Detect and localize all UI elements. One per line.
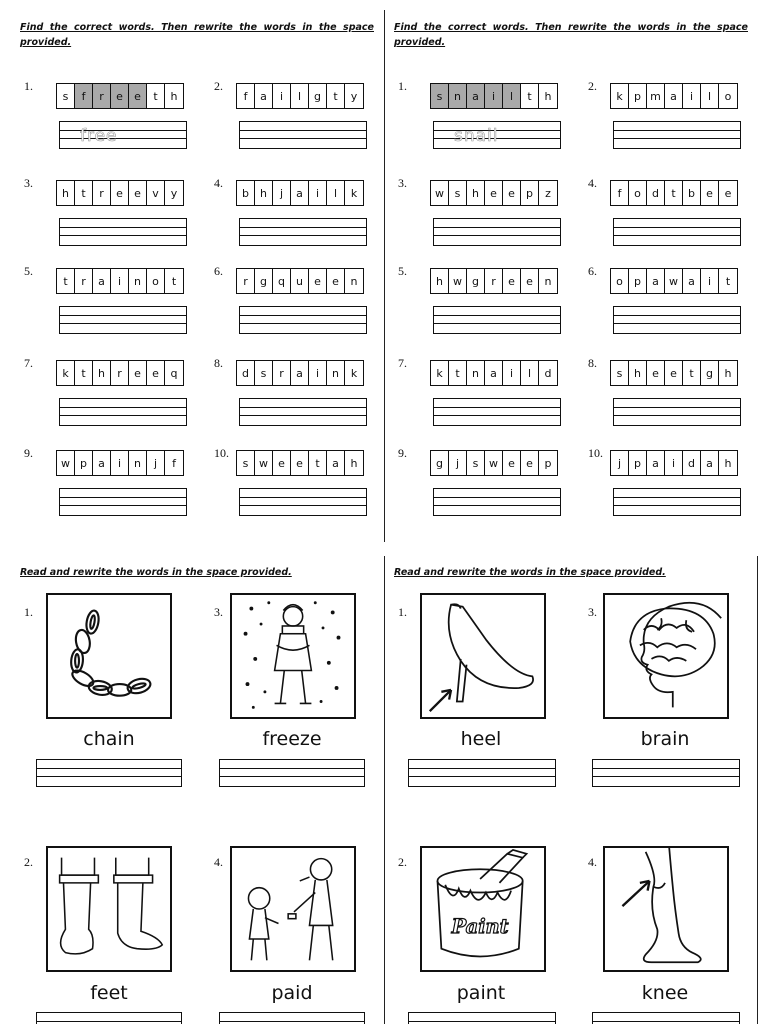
letter-cell[interactable]: a — [701, 451, 719, 475]
letter-cell[interactable]: e — [309, 269, 327, 293]
letter-cell[interactable]: a — [665, 84, 683, 108]
letter-strip — [236, 360, 364, 386]
letter-cell[interactable]: r — [93, 84, 111, 108]
letter-cell[interactable]: e — [485, 181, 503, 205]
letter-cell[interactable]: i — [273, 84, 291, 108]
letter-cell[interactable]: y — [170, 186, 178, 200]
letter-cell[interactable]: r — [75, 269, 93, 293]
letter-cell[interactable]: t — [449, 361, 467, 385]
letter-strip — [56, 450, 184, 476]
paying-people-icon — [230, 846, 356, 972]
letter-cell[interactable]: l — [327, 181, 345, 205]
word-label: freeze — [262, 728, 322, 750]
letter-strip — [236, 450, 364, 476]
chain-icon — [46, 593, 172, 719]
item-number: 3. — [214, 605, 223, 619]
letter-cell[interactable]: k — [611, 84, 629, 108]
letter-cell[interactable]: d — [237, 361, 255, 385]
letter-cell[interactable]: n — [467, 361, 485, 385]
letter-cell[interactable]: o — [147, 269, 165, 293]
letter-cell[interactable]: e — [129, 181, 147, 205]
letter-cell[interactable]: e — [503, 451, 521, 475]
letter-strip — [610, 268, 738, 294]
item-number: 1. — [24, 605, 33, 619]
letter-cell[interactable]: i — [111, 451, 129, 475]
item-number: 6. — [588, 264, 597, 278]
leg-knee-icon — [603, 846, 729, 972]
letter-cell[interactable]: k — [350, 186, 358, 200]
letter-cell[interactable]: t — [75, 181, 93, 205]
letter-cell[interactable]: a — [485, 361, 503, 385]
bottom-center-divider — [384, 556, 385, 1024]
letter-cell[interactable]: a — [255, 84, 273, 108]
letter-cell[interactable]: e — [129, 361, 147, 385]
letter-cell[interactable]: r — [273, 361, 291, 385]
word-label: knee — [641, 982, 689, 1004]
letter-cell[interactable]: e — [291, 451, 309, 475]
paint-label: Paint — [451, 915, 509, 939]
item-number: 3. — [398, 176, 407, 190]
letter-cell[interactable]: s — [431, 84, 449, 108]
letter-cell[interactable]: n — [350, 274, 358, 288]
letter-cell[interactable]: q — [273, 269, 291, 293]
writing-lines[interactable] — [239, 218, 367, 246]
writing-lines[interactable] — [59, 218, 187, 246]
letter-cell[interactable]: l — [701, 84, 719, 108]
letter-cell[interactable]: p — [521, 181, 539, 205]
writing-lines[interactable] — [613, 218, 741, 246]
letter-cell[interactable]: y — [350, 89, 358, 103]
letter-cell[interactable]: n — [327, 361, 345, 385]
writing-lines[interactable] — [408, 759, 556, 787]
item-number: 8. — [214, 356, 223, 370]
letter-cell[interactable]: e — [129, 84, 147, 108]
item-number: 2. — [24, 855, 33, 869]
item-number: 6. — [214, 264, 223, 278]
letter-strip — [610, 450, 738, 476]
letter-cell[interactable]: e — [665, 361, 683, 385]
writing-lines[interactable] — [592, 1012, 740, 1024]
letter-cell[interactable]: g — [431, 451, 449, 475]
item-number: 2. — [398, 855, 407, 869]
item-number: 10. — [214, 446, 229, 460]
letter-cell[interactable]: h — [431, 269, 449, 293]
letter-cell[interactable]: e — [327, 269, 345, 293]
letter-cell[interactable]: h — [350, 456, 358, 470]
letter-strip — [56, 83, 184, 109]
letter-cell[interactable]: b — [683, 181, 701, 205]
item-number: 2. — [214, 79, 223, 93]
letter-cell[interactable]: r — [485, 269, 503, 293]
letter-cell[interactable]: e — [503, 181, 521, 205]
letter-cell[interactable]: a — [291, 361, 309, 385]
writing-lines[interactable] — [613, 306, 741, 334]
letter-cell[interactable]: m — [647, 84, 665, 108]
item-number: 4. — [214, 176, 223, 190]
letter-strip — [610, 360, 738, 386]
writing-lines[interactable] — [239, 121, 367, 149]
letter-cell[interactable]: h — [724, 366, 732, 380]
letter-cell[interactable]: t — [327, 84, 345, 108]
word-label: chain — [83, 728, 135, 750]
letter-cell[interactable]: j — [449, 451, 467, 475]
letter-cell[interactable]: d — [683, 451, 701, 475]
writing-lines[interactable] — [592, 759, 740, 787]
feet-icon — [46, 846, 172, 972]
item-number: 8. — [588, 356, 597, 370]
letter-cell[interactable]: a — [291, 181, 309, 205]
letter-cell[interactable]: n — [449, 84, 467, 108]
letter-strip — [236, 268, 364, 294]
writing-lines[interactable] — [219, 759, 365, 787]
letter-cell[interactable]: t — [171, 274, 177, 288]
writing-lines[interactable] — [239, 398, 367, 426]
letter-cell[interactable]: i — [309, 181, 327, 205]
worksheet-title: Read and rewrite the words in the space provided. — [20, 567, 292, 578]
letter-cell[interactable]: w — [255, 451, 273, 475]
letter-cell[interactable]: s — [449, 181, 467, 205]
item-number: 2. — [588, 79, 597, 93]
item-number: 5. — [398, 264, 407, 278]
letter-cell[interactable]: e — [647, 361, 665, 385]
letter-cell[interactable]: r — [93, 181, 111, 205]
letter-cell[interactable]: s — [611, 361, 629, 385]
letter-cell[interactable]: h — [170, 89, 178, 103]
item-number: 7. — [398, 356, 407, 370]
letter-cell[interactable]: i — [485, 84, 503, 108]
letter-cell[interactable]: f — [172, 456, 176, 470]
letter-cell[interactable]: i — [701, 269, 719, 293]
letter-cell[interactable]: r — [237, 269, 255, 293]
letter-strip — [56, 360, 184, 386]
letter-strip — [430, 360, 558, 386]
letter-cell[interactable]: i — [683, 84, 701, 108]
worksheet-title: Find the correct words. Then rewrite the words in the space provided. — [394, 22, 748, 48]
letter-cell[interactable]: p — [629, 269, 647, 293]
item-number: 9. — [398, 446, 407, 460]
top-center-divider — [384, 10, 385, 542]
letter-cell[interactable]: j — [273, 181, 291, 205]
letter-cell[interactable]: l — [521, 361, 539, 385]
letter-cell[interactable]: a — [467, 84, 485, 108]
letter-cell[interactable]: a — [683, 269, 701, 293]
letter-cell[interactable]: i — [309, 361, 327, 385]
letter-cell[interactable]: t — [725, 274, 731, 288]
writing-lines[interactable] — [613, 121, 741, 149]
letter-cell[interactable]: t — [75, 361, 93, 385]
letter-cell[interactable]: g — [309, 84, 327, 108]
word-label: heel — [460, 728, 502, 750]
writing-lines[interactable] — [433, 121, 561, 149]
letter-cell[interactable]: e — [521, 269, 539, 293]
word-label: paid — [271, 982, 313, 1004]
letter-strip — [430, 268, 558, 294]
letter-cell[interactable]: q — [170, 366, 178, 380]
letter-cell[interactable]: o — [724, 89, 732, 103]
letter-strip — [610, 83, 738, 109]
item-number: 1. — [398, 79, 407, 93]
letter-cell[interactable]: h — [57, 181, 75, 205]
brain-icon — [603, 593, 729, 719]
letter-cell[interactable]: e — [147, 361, 165, 385]
writing-lines[interactable] — [433, 218, 561, 246]
letter-cell[interactable]: g — [467, 269, 485, 293]
traced-example-word: snail — [454, 126, 499, 146]
letter-cell[interactable]: e — [701, 181, 719, 205]
letter-cell[interactable]: f — [237, 84, 255, 108]
letter-cell[interactable]: w — [449, 269, 467, 293]
writing-lines[interactable] — [433, 398, 561, 426]
letter-strip — [56, 180, 184, 206]
writing-lines[interactable] — [613, 488, 741, 516]
letter-cell[interactable]: z — [545, 186, 551, 200]
letter-cell[interactable]: w — [485, 451, 503, 475]
letter-cell[interactable]: s — [255, 361, 273, 385]
letter-cell[interactable]: e — [503, 269, 521, 293]
letter-cell[interactable]: e — [111, 181, 129, 205]
letter-cell[interactable]: w — [57, 451, 75, 475]
letter-cell[interactable]: j — [611, 451, 629, 475]
item-number: 7. — [24, 356, 33, 370]
letter-cell[interactable]: k — [350, 366, 358, 380]
letter-cell[interactable]: d — [647, 181, 665, 205]
item-number: 10. — [588, 446, 603, 460]
letter-cell[interactable]: o — [629, 181, 647, 205]
item-number: 4. — [588, 176, 597, 190]
letter-cell[interactable]: i — [111, 269, 129, 293]
letter-cell[interactable]: e — [521, 451, 539, 475]
letter-cell[interactable]: a — [327, 451, 345, 475]
word-label: feet — [90, 982, 128, 1004]
letter-cell[interactable]: e — [724, 186, 732, 200]
letter-cell[interactable]: n — [544, 274, 552, 288]
writing-lines[interactable] — [36, 759, 182, 787]
letter-cell[interactable]: s — [237, 451, 255, 475]
worksheet-title: Read and rewrite the words in the space provided. — [394, 567, 666, 578]
letter-strip — [236, 83, 364, 109]
writing-lines[interactable] — [408, 1012, 556, 1024]
letter-cell[interactable]: a — [647, 451, 665, 475]
letter-cell[interactable]: f — [611, 181, 629, 205]
letter-strip — [56, 268, 184, 294]
item-number: 4. — [214, 855, 223, 869]
letter-cell[interactable]: h — [93, 361, 111, 385]
letter-cell[interactable]: h — [467, 181, 485, 205]
traced-example-word: free — [80, 126, 118, 146]
writing-lines[interactable] — [59, 121, 187, 149]
letter-cell[interactable]: h — [629, 361, 647, 385]
writing-lines[interactable] — [59, 306, 187, 334]
item-number: 9. — [24, 446, 33, 460]
word-label: paint — [456, 982, 506, 1004]
letter-cell[interactable]: u — [291, 269, 309, 293]
writing-lines[interactable] — [219, 1012, 365, 1024]
writing-lines[interactable] — [59, 398, 187, 426]
letter-cell[interactable]: t — [147, 84, 165, 108]
letter-cell[interactable]: s — [57, 84, 75, 108]
writing-lines[interactable] — [239, 306, 367, 334]
letter-strip — [430, 450, 558, 476]
letter-cell[interactable]: g — [255, 269, 273, 293]
item-number: 5. — [24, 264, 33, 278]
letter-cell[interactable]: a — [647, 269, 665, 293]
letter-cell[interactable]: n — [129, 451, 147, 475]
word-label: brain — [640, 728, 690, 750]
writing-lines[interactable] — [433, 306, 561, 334]
item-number: 4. — [588, 855, 597, 869]
item-number: 3. — [24, 176, 33, 190]
letter-cell[interactable]: p — [629, 84, 647, 108]
bottom-right-divider — [757, 556, 758, 1024]
letter-strip — [430, 83, 558, 109]
letter-cell[interactable]: k — [57, 361, 75, 385]
letter-cell[interactable]: t — [57, 269, 75, 293]
paint-bucket-icon — [420, 846, 546, 972]
item-number: 3. — [588, 605, 597, 619]
letter-cell[interactable]: j — [147, 451, 165, 475]
letter-cell[interactable]: p — [75, 451, 93, 475]
letter-cell[interactable]: t — [521, 84, 539, 108]
item-number: 1. — [24, 79, 33, 93]
letter-cell[interactable]: g — [701, 361, 719, 385]
letter-cell[interactable]: t — [309, 451, 327, 475]
letter-cell[interactable]: w — [665, 269, 683, 293]
high-heel-shoe-icon — [420, 593, 546, 719]
letter-cell[interactable]: p — [544, 456, 552, 470]
letter-cell[interactable]: r — [111, 361, 129, 385]
letter-cell[interactable]: b — [237, 181, 255, 205]
letter-cell[interactable]: e — [111, 84, 129, 108]
letter-cell[interactable]: w — [431, 181, 449, 205]
letter-cell[interactable]: t — [665, 181, 683, 205]
letter-cell[interactable]: h — [544, 89, 552, 103]
letter-cell[interactable]: h — [724, 456, 732, 470]
writing-lines[interactable] — [433, 488, 561, 516]
letter-cell[interactable]: v — [147, 181, 165, 205]
worksheet-title: Find the correct words. Then rewrite the words in the space provided. — [20, 22, 374, 48]
letter-cell[interactable]: t — [683, 361, 701, 385]
letter-cell[interactable]: k — [431, 361, 449, 385]
writing-lines[interactable] — [239, 488, 367, 516]
letter-cell[interactable]: n — [129, 269, 147, 293]
letter-cell[interactable]: l — [503, 84, 521, 108]
writing-lines[interactable] — [36, 1012, 182, 1024]
letter-strip — [610, 180, 738, 206]
writing-lines[interactable] — [59, 488, 187, 516]
letter-cell[interactable]: d — [544, 366, 552, 380]
letter-cell[interactable]: p — [629, 451, 647, 475]
letter-cell[interactable]: h — [255, 181, 273, 205]
letter-cell[interactable]: l — [291, 84, 309, 108]
letter-cell[interactable]: i — [503, 361, 521, 385]
letter-strip — [236, 180, 364, 206]
freezing-person-icon — [230, 593, 356, 719]
letter-cell[interactable]: i — [665, 451, 683, 475]
letter-cell[interactable]: e — [273, 451, 291, 475]
writing-lines[interactable] — [613, 398, 741, 426]
item-number: 1. — [398, 605, 407, 619]
letter-strip — [430, 180, 558, 206]
letter-cell[interactable]: s — [467, 451, 485, 475]
letter-cell[interactable]: a — [93, 269, 111, 293]
letter-cell[interactable]: o — [611, 269, 629, 293]
letter-cell[interactable]: f — [75, 84, 93, 108]
letter-cell[interactable]: a — [93, 451, 111, 475]
